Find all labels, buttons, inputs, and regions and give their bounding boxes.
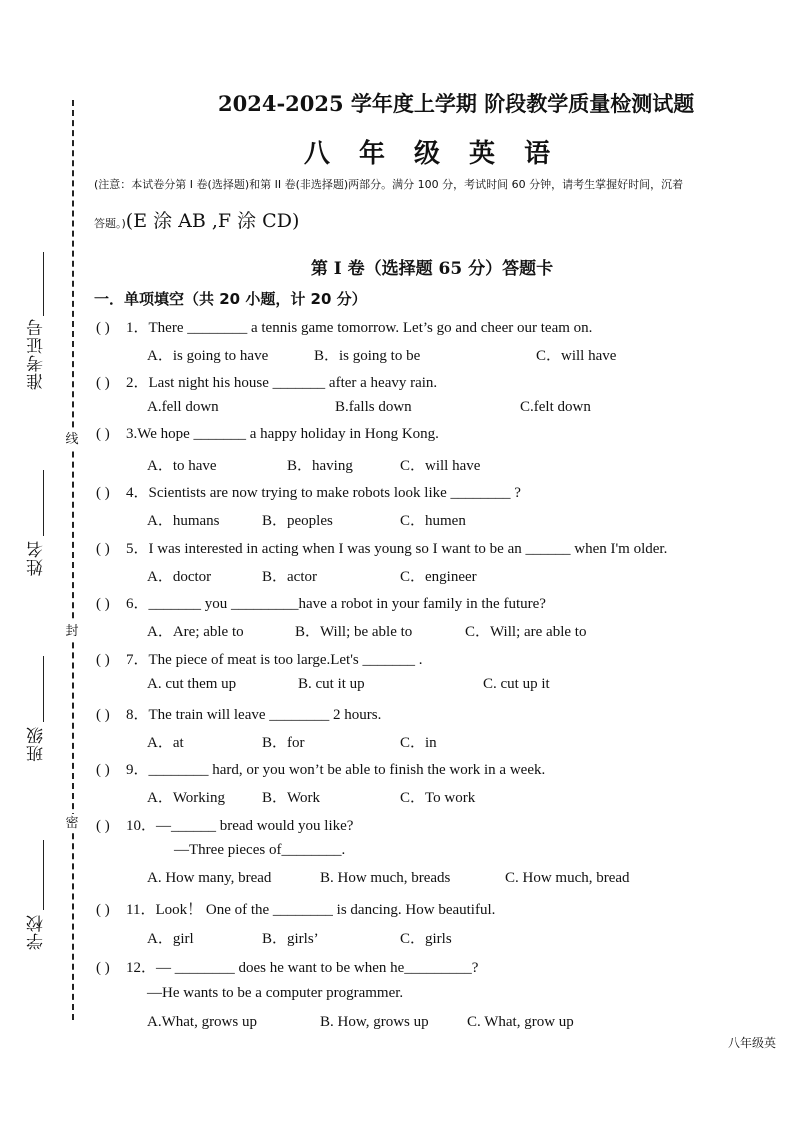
option-c[interactable]: C. How much, bread	[505, 870, 630, 886]
question-7-stem	[96, 648, 423, 669]
option-c[interactable]: C．humen	[400, 513, 466, 529]
option-b[interactable]: B．having	[287, 458, 353, 474]
binding-dashed-line	[72, 100, 74, 1020]
exam-note-tail	[94, 206, 299, 233]
option-c[interactable]: C．in	[400, 735, 437, 751]
option-a[interactable]: A．at	[147, 735, 184, 751]
page-subtitle: 八 年 级 英 语	[303, 139, 561, 169]
field-line-school	[43, 840, 44, 910]
question-3-stem	[96, 426, 439, 443]
question-text: 10．—______ bread would you like?	[126, 818, 354, 834]
option-a[interactable]: A．Are; able to	[147, 624, 244, 640]
option-b[interactable]: B. How, grows up	[320, 1014, 429, 1030]
field-label-name: 姓名	[27, 540, 47, 576]
field-label-exam-number: 准考证号	[27, 318, 47, 390]
option-a[interactable]: A．humans	[147, 513, 220, 529]
option-a[interactable]: A.What, grows up	[147, 1014, 257, 1030]
question-1-stem	[96, 316, 592, 337]
question-text: 3.We hope _______ a happy holiday in Hong Kong.	[126, 426, 439, 442]
question-text: 2．Last night his house _______ after a heavy rain.	[126, 375, 438, 391]
part-title: 一．单项填空（共 20 小题，计 20 分）	[94, 290, 367, 308]
option-c[interactable]: C．Will; are able to	[465, 624, 587, 640]
binding-word-xian: 线	[62, 430, 82, 448]
field-label-class: 班级	[27, 726, 47, 762]
option-c[interactable]: C.felt down	[520, 399, 591, 415]
page-footer: 八年级英	[728, 1036, 777, 1050]
option-b[interactable]: B．is going to be	[314, 348, 421, 364]
option-a[interactable]: A．Working	[147, 790, 225, 806]
answer-bracket[interactable]: ( )	[96, 652, 110, 668]
option-a[interactable]: A．girl	[147, 931, 194, 947]
field-line-name	[43, 470, 44, 536]
answer-bracket[interactable]: ( )	[96, 818, 110, 834]
option-a[interactable]: A．to have	[147, 458, 217, 474]
question-2-stem	[96, 371, 437, 392]
page-title: 2024-2025 学年度上学期 阶段教学质量检测试题	[218, 91, 695, 116]
option-c[interactable]: C．girls	[400, 931, 452, 947]
option-a[interactable]: A.fell down	[147, 399, 219, 415]
option-a[interactable]: A. How many, bread	[147, 870, 272, 886]
question-text: 12．— ________ does he want to be when he_________?	[126, 960, 479, 976]
option-c[interactable]: C．To work	[400, 790, 476, 806]
option-c[interactable]: C．engineer	[400, 569, 477, 585]
option-b[interactable]: B．Will; be able to	[295, 624, 413, 640]
option-b[interactable]: B.falls down	[335, 399, 412, 415]
question-9-stem	[96, 758, 545, 779]
exam-note: (注意：本试卷分第 I 卷(选择题)和第 II 卷(非选择题)两部分。满分 100 分，考试时间 60 分钟，请考生掌握好时间，沉着	[94, 178, 684, 191]
section-title: 第 I 卷（选择题 65 分）答题卡	[310, 259, 554, 279]
option-b[interactable]: B．for	[262, 735, 305, 751]
question-8-stem	[96, 703, 381, 724]
answer-bracket[interactable]: ( )	[96, 485, 110, 501]
option-b[interactable]: B. How much, breads	[320, 870, 451, 886]
question-12-stem	[96, 956, 478, 977]
answer-bracket[interactable]: ( )	[96, 426, 110, 442]
field-line-class	[43, 656, 44, 722]
question-10-stem	[96, 814, 353, 835]
answer-bracket[interactable]: ( )	[96, 762, 110, 778]
option-c[interactable]: C．will have	[536, 348, 617, 364]
question-text: 1．There ________ a tennis game tomorrow. Let’s go and cheer our team on.	[126, 320, 593, 336]
answer-bracket[interactable]: ( )	[96, 960, 110, 976]
answer-bracket[interactable]: ( )	[96, 596, 110, 612]
field-label-school: 学校	[27, 914, 47, 950]
exam-note-tail-small: 答题。)	[94, 217, 126, 230]
question-10-reply: —Three pieces of________.	[174, 842, 346, 858]
question-text: 5．I was interested in acting when I was young so I want to be an ______ when I'm older.	[126, 541, 668, 557]
option-b[interactable]: B. cut it up	[298, 676, 365, 692]
answer-bracket[interactable]: ( )	[96, 320, 110, 336]
answer-bracket[interactable]: ( )	[96, 375, 110, 391]
question-text: 9．________ hard, or you won’t be able to finish the work in a week.	[126, 762, 546, 778]
answer-bracket[interactable]: ( )	[96, 902, 110, 918]
option-a[interactable]: A．doctor	[147, 569, 212, 585]
option-a[interactable]: A. cut them up	[147, 676, 237, 692]
question-text: 6．_______ you _________have a robot in your family in the future?	[126, 596, 546, 612]
question-5-stem	[96, 537, 667, 558]
question-11-stem	[96, 898, 495, 919]
question-text: 7．The piece of meat is too large.Let's _______ .	[126, 652, 423, 668]
question-12-reply: —He wants to be a computer programmer.	[147, 985, 404, 1001]
option-b[interactable]: B．girls’	[262, 931, 319, 947]
answer-bracket[interactable]: ( )	[96, 707, 110, 723]
question-text: 11．Look！ One of the ________ is dancing. How beautiful.	[126, 902, 496, 918]
question-6-stem	[96, 592, 546, 613]
option-b[interactable]: B．actor	[262, 569, 317, 585]
option-b[interactable]: B．Work	[262, 790, 320, 806]
exam-note-tail-big: (E 涂 AB ,F 涂 CD)	[125, 210, 300, 232]
binding-word-feng: 封	[62, 622, 82, 640]
question-text: 4．Scientists are now trying to make robots look like ________ ?	[126, 485, 521, 501]
question-text: 8．The train will leave ________ 2 hours.	[126, 707, 382, 723]
binding-word-mi: 密	[62, 814, 82, 832]
option-c[interactable]: C. cut up it	[483, 676, 550, 692]
question-4-stem	[96, 481, 521, 502]
answer-bracket[interactable]: ( )	[96, 541, 110, 557]
option-a[interactable]: A．is going to have	[147, 348, 269, 364]
option-c[interactable]: C．will have	[400, 458, 481, 474]
option-b[interactable]: B．peoples	[262, 513, 333, 529]
option-c[interactable]: C. What, grow up	[467, 1014, 574, 1030]
